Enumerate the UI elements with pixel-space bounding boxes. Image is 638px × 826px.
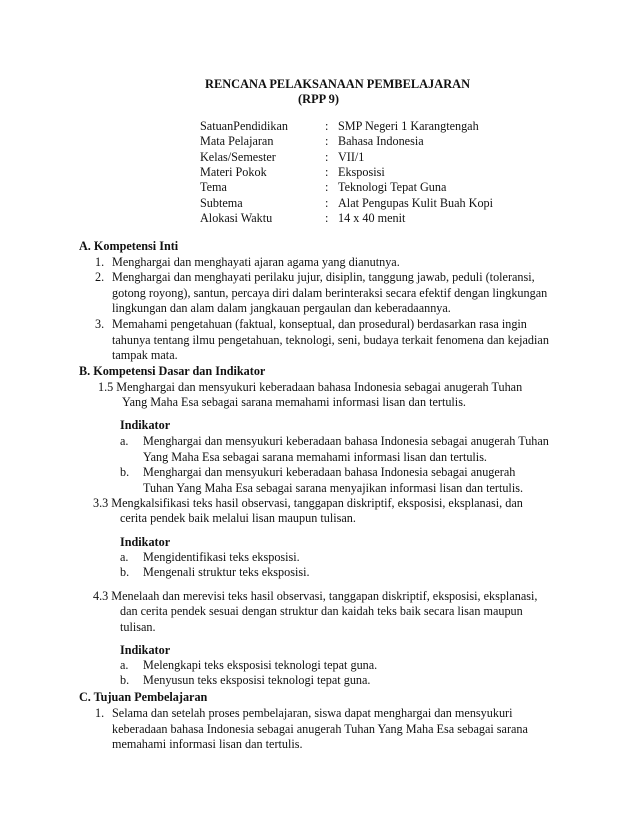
section-heading-kompetensi-inti: A. Kompetensi Inti (79, 239, 179, 253)
identity-value: Eksposisi (338, 165, 385, 179)
indicator-letter: b. (120, 673, 130, 687)
identity-label: Tema (200, 180, 227, 194)
kd-line: 3.3 Mengkalsifikasi teks hasil observasi, tanggapan diskriptif, eksposisi, eksplanasi, dan (93, 496, 523, 510)
indicator-letter: b. (120, 465, 130, 479)
list-number: 3. (95, 317, 105, 331)
list-item (112, 270, 547, 317)
section-heading-kompetensi-dasar: B. Kompetensi Dasar dan Indikator (79, 364, 266, 378)
indicator-line: Mengidentifikasi teks eksposisi. (143, 550, 300, 564)
list-item-line: keberadaan bahasa Indonesia sebagai anugerah Tuhan Yang Maha Esa sebagai sarana (112, 721, 528, 736)
kd-line: cerita pendek baik melalui lisan maupun tulisan. (120, 511, 356, 525)
identity-label: Alokasi Waktu (200, 211, 273, 225)
identity-label: Mata Pelajaran (200, 134, 274, 148)
identity-value: 14 x 40 menit (338, 211, 406, 225)
list-item (112, 255, 400, 271)
list-number: 1. (95, 706, 105, 720)
list-item-line: Memahami pengetahuan (faktual, konseptual, dan prosedural) berdasarkan rasa ingin (112, 317, 527, 331)
indicator-line: Tuhan Yang Maha Esa sebagai sarana menyajikan informasi lisan dan tertulis. (143, 480, 523, 495)
list-item (112, 317, 549, 364)
document-title: RENCANA PELAKSANAAN PEMBELAJARAN (205, 77, 471, 91)
identity-label: Materi Pokok (200, 165, 267, 179)
section-heading-tujuan-pembelajaran: C. Tujuan Pembelajaran (79, 690, 208, 704)
identity-colon: : (325, 119, 329, 133)
list-item-line: Menghargai dan menghayati ajaran agama yang dianutnya. (112, 255, 400, 269)
identity-value: Bahasa Indonesia (338, 134, 424, 148)
identity-colon: : (325, 196, 329, 210)
list-number: 2. (95, 270, 105, 284)
list-number: 1. (95, 255, 105, 269)
kd-line: 4.3 Menelaah dan merevisi teks hasil observasi, tanggapan diskriptif, eksposisi, eksplanasi, (93, 589, 538, 603)
identity-value: Alat Pengupas Kulit Buah Kopi (338, 196, 494, 210)
identity-row (0, 165, 638, 181)
identity-row (0, 134, 638, 150)
indicator-letter: b. (120, 565, 130, 579)
indicator-line: Melengkapi teks eksposisi teknologi tepat guna. (143, 658, 378, 672)
kd-line: Yang Maha Esa sebagai sarana memahami informasi lisan dan tertulis. (122, 395, 466, 409)
indicator-line: Menghargai dan mensyukuri keberadaan bahasa Indonesia sebagai anugerah (143, 465, 516, 479)
indicator-item (143, 434, 549, 465)
identity-colon: : (325, 150, 329, 164)
list-item-line: tampak mata. (112, 348, 178, 363)
identity-row (0, 150, 638, 166)
identity-row (0, 180, 638, 196)
kd-line: 1.5 Menghargai dan mensyukuri keberadaan bahasa Indonesia sebagai anugerah Tuhan (98, 380, 523, 394)
identity-row (0, 196, 638, 212)
identity-colon: : (325, 165, 329, 179)
list-item-line: memahami informasi lisan dan tertulis. (112, 737, 303, 752)
indicator-heading: Indikator (120, 418, 171, 432)
list-item-line: lingkungan dan alam dalam jangkauan pergaulan dan keberadaannya. (112, 301, 451, 316)
identity-label: SatuanPendidikan (200, 119, 289, 133)
indicator-line: Menghargai dan mensyukuri keberadaan bahasa Indonesia sebagai anugerah Tuhan (143, 434, 549, 448)
list-item-line: gotong royong), santun, percaya diri dalam berinteraksi secara efektif dengan lingkungan (112, 285, 548, 300)
identity-row (0, 119, 638, 135)
list-item-line: Menghargai dan menghayati perilaku jujur, disiplin, tanggung jawab, peduli (toleransi, (112, 270, 535, 284)
identity-colon: : (325, 180, 329, 194)
indicator-heading: Indikator (120, 535, 171, 549)
indicator-line: Mengenali struktur teks eksposisi. (143, 565, 310, 579)
identity-value: Teknologi Tepat Guna (338, 180, 447, 194)
list-item-line: Selama dan setelah proses pembelajaran, siswa dapat menghargai dan mensyukuri (112, 706, 513, 720)
identity-value: SMP Negeri 1 Karangtengah (338, 119, 479, 133)
indicator-heading: Indikator (120, 643, 171, 657)
kd-line: tulisan. (120, 620, 156, 634)
identity-colon: : (325, 211, 329, 225)
indicator-letter: a. (120, 658, 129, 672)
indicator-line: Menyusun teks eksposisi teknologi tepat guna. (143, 673, 371, 687)
indicator-line: Yang Maha Esa sebagai sarana memahami informasi lisan dan tertulis. (143, 449, 487, 464)
document-subtitle: (RPP 9) (298, 92, 339, 106)
identity-label: Subtema (200, 196, 243, 210)
identity-value: VII/1 (338, 150, 365, 164)
indicator-item (143, 465, 523, 496)
indicator-letter: a. (120, 550, 129, 564)
identity-colon: : (325, 134, 329, 148)
list-item (112, 706, 528, 753)
identity-label: Kelas/Semester (200, 150, 276, 164)
identity-row (0, 211, 638, 227)
kd-line: dan cerita pendek sesuai dengan struktur dan kaidah teks baik secara lisan maupun (120, 604, 523, 618)
list-item-line: tahunya tentang ilmu pengetahuan, teknologi, seni, budaya terkait fenomena dan kejadian (112, 332, 549, 347)
indicator-letter: a. (120, 434, 129, 448)
